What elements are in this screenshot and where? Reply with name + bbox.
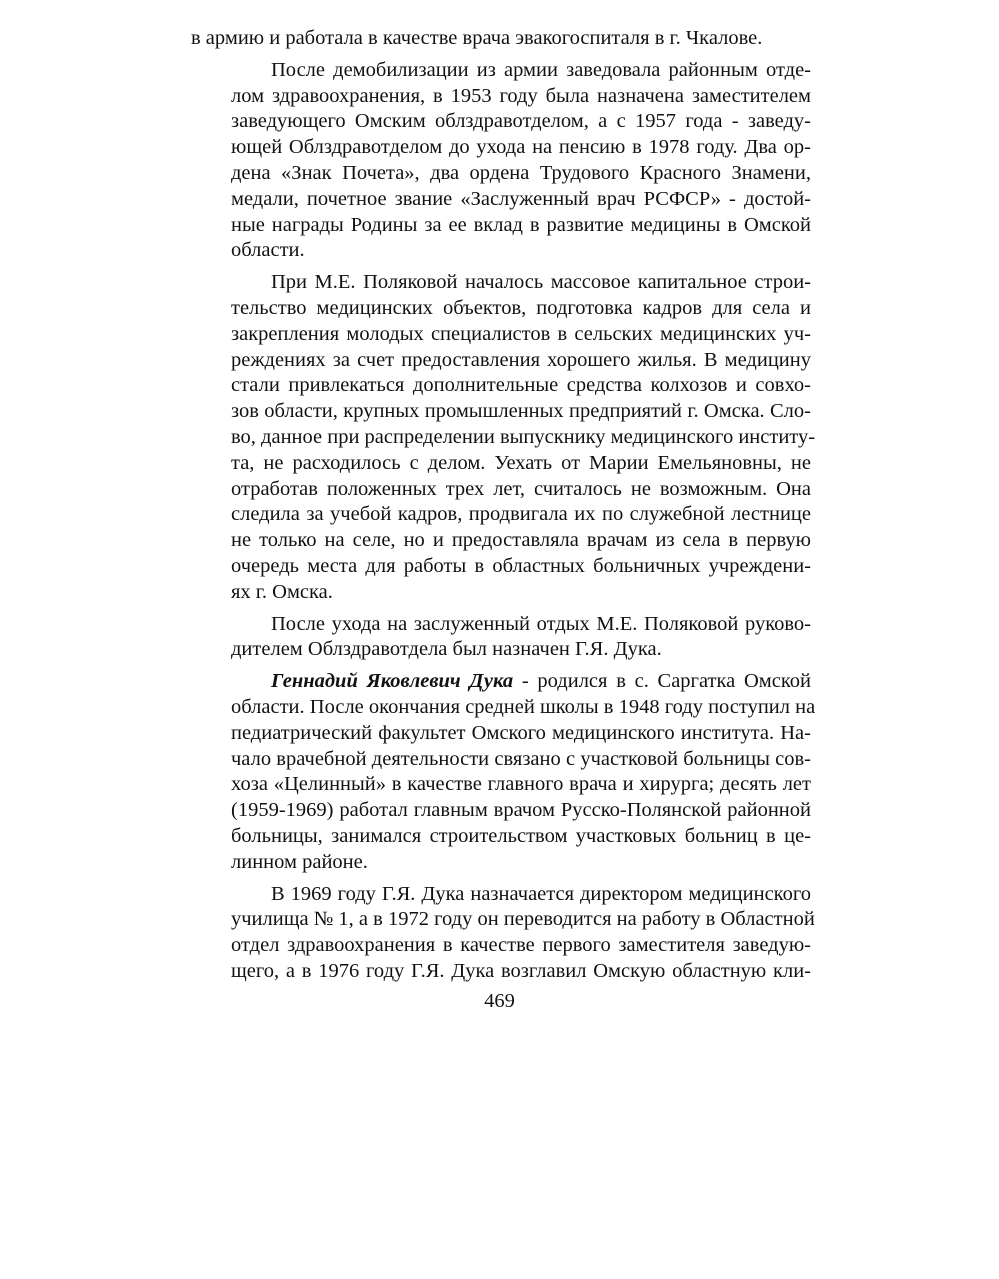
text-line: линном районе.	[231, 850, 368, 873]
text-line: После ухода на заслуженный отдых М.Е. Поляковой руково-	[271, 612, 811, 635]
text-line: отработав положенных трех лет, считалось не возможным. Она	[231, 477, 811, 500]
text-line: во, данное при распределении выпускнику медицинского институ-	[231, 425, 816, 448]
text-line: зов области, крупных промышленных предприятий г. Омска. Сло-	[231, 400, 811, 423]
text-line: После демобилизации из армии заведовала районным отде-	[271, 58, 811, 81]
page-number: 469	[484, 990, 515, 1012]
text-line: заведующего Омским облздравотделом, а с 1957 года - заведу-	[231, 110, 811, 133]
text-line: больницы, занимался строительством участковых больниц в це-	[231, 824, 811, 847]
text-line: В 1969 году Г.Я. Дука назначается директором медицинского	[271, 882, 811, 905]
text-line: ющей Облздравотделом до ухода на пенсию в 1978 году. Два ор-	[231, 136, 811, 159]
paragraph-5	[191, 669, 816, 875]
paragraph-3	[191, 270, 816, 605]
text-line: реждениях за счет предоставления хорошего жилья. В медицину	[231, 348, 811, 371]
text-line: не только на селе, но и предоставляла врачам из села в первую	[231, 529, 811, 552]
paragraph-6	[191, 882, 815, 985]
text-line: хоза «Целинный» в качестве главного врача и хирурга; десять лет	[231, 773, 811, 796]
text-line: училища № 1, а в 1972 году он переводится на работу в Областной	[231, 908, 815, 931]
text-line: щего, а в 1976 году Г.Я. Дука возглавил Омскую областную кли-	[231, 959, 811, 982]
text-line: закрепления молодых специалистов в сельских медицинских уч-	[231, 322, 811, 345]
text-line: медали, почетное звание «Заслуженный врач РСФСР» - достой-	[231, 187, 811, 210]
text-line: дителем Облздравотдела был назначен Г.Я. Дука.	[231, 638, 662, 661]
text-line: лом здравоохранения, в 1953 году была назначена заместителем	[231, 84, 811, 107]
text-line: ях г. Омска.	[231, 580, 333, 603]
text-line	[231, 669, 811, 695]
text-line: дена «Знак Почета», два ордена Трудового Красного Знамени,	[231, 161, 811, 184]
text-line: (1959-1969) работал главным врачом Русско-Полянской районной	[231, 799, 811, 822]
page-body	[191, 26, 816, 991]
text-line: стали привлекаться дополнительные средства колхозов и совхо-	[231, 374, 811, 397]
text-line: области.	[231, 239, 305, 262]
text-line: При М.Е. Поляковой началось массовое капитальное строи-	[271, 271, 811, 294]
person-name: Геннадий Яковлевич Дука	[271, 670, 514, 693]
text-fragment: - родился в с. Саргатка Омской	[513, 670, 811, 693]
text-line: ные награды Родины за ее вклад в развитие медицины в Омской	[231, 213, 811, 236]
text-line: чало врачебной деятельности связано с участковой больницы сов-	[231, 747, 811, 770]
text-line: следила за учебой кадров, продвигала их по служебной лестнице	[231, 503, 811, 526]
text-line: тельство медицинских объектов, подготовка кадров для села и	[231, 296, 811, 319]
text-line: в армию и работала в качестве врача эвакогоспиталя в г. Чкалове.	[191, 27, 763, 49]
text-line: педиатрический факультет Омского медицинского института. На-	[231, 721, 811, 744]
paragraph-2	[191, 58, 811, 264]
text-line: области. После окончания средней школы в 1948 году поступил на	[231, 695, 816, 718]
paragraph-1	[191, 26, 811, 52]
text-line: та, не расходилось с делом. Уехать от Марии Емельяновны, не	[231, 451, 811, 474]
text-line: отдел здравоохранения в качестве первого заместителя заведую-	[231, 934, 811, 957]
paragraph-4	[191, 612, 811, 664]
text-line: очередь места для работы в областных больничных учреждени-	[231, 554, 811, 577]
